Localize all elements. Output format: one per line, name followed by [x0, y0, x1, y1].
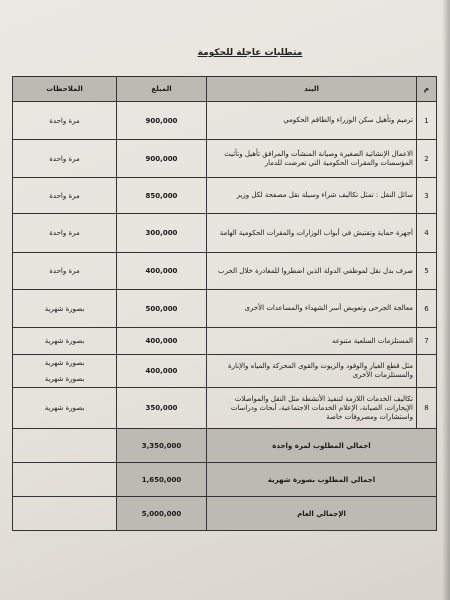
table-row	[13, 102, 437, 140]
row-note-extra: بصورة شهرية	[44, 359, 85, 367]
row-note	[13, 355, 117, 388]
row-item: الاعمال الإنشائية الصغيرة وصيانة المنشآت والمرافق تأهيل وتأثيث المؤسسات والمقرات الحكومية التي تعرضت للدمار	[207, 140, 417, 178]
total-amount: 5,000,000	[117, 497, 207, 531]
table-row	[13, 355, 437, 388]
total-amount: 1,650,000	[117, 463, 207, 497]
row-num: 7	[417, 328, 437, 355]
row-amount: 900,000	[117, 140, 207, 178]
row-item: أجهزة حماية وتفتيش في أبواب الوزارات والمقرات الحكومية الهامة	[207, 214, 417, 253]
row-item: صرف بدل نقل لموظفي الدولة الذين اضطروا للمغادرة خلال الحرب	[207, 253, 417, 290]
row-num: 8	[417, 388, 437, 429]
table-row	[13, 140, 437, 178]
row-note: بصورة شهرية	[13, 290, 117, 328]
row-num: 1	[417, 102, 437, 140]
row-amount: 900,000	[117, 102, 207, 140]
row-num: 2	[417, 140, 437, 178]
row-num: 6	[417, 290, 437, 328]
table-row	[13, 290, 437, 328]
table-header-row	[13, 77, 437, 102]
header-item: البند	[207, 77, 417, 102]
row-amount: 850,000	[117, 178, 207, 214]
row-amount: 350,000	[117, 388, 207, 429]
row-note: مرة واحدة	[13, 214, 117, 253]
header-notes: الملاحظات	[13, 77, 117, 102]
total-blank	[13, 497, 117, 531]
row-item: معالجة الجرحى وتعويض أسر الشهداء والمساعدات الأخرى	[207, 290, 417, 328]
total-row	[13, 429, 437, 463]
total-blank	[13, 429, 117, 463]
table-row	[13, 178, 437, 214]
total-blank	[13, 463, 117, 497]
header-num: م	[417, 77, 437, 102]
total-label: اجمالي المطلوب لمرة واحدة	[207, 429, 437, 463]
row-num: 4	[417, 214, 437, 253]
row-note: مرة واحدة	[13, 253, 117, 290]
total-row	[13, 497, 437, 531]
row-amount: 400,000	[117, 328, 207, 355]
total-label: اجمالي المطلوب بصورة شهرية	[207, 463, 437, 497]
row-amount: 400,000	[117, 253, 207, 290]
row-num	[417, 355, 437, 388]
table-row	[13, 214, 437, 253]
row-amount: 300,000	[117, 214, 207, 253]
row-item: سائل النقل : تمثل تكاليف شراء وسيلة نقل مصفحة لكل وزير	[207, 178, 417, 214]
row-amount: 400,000	[117, 355, 207, 388]
row-note: مرة واحدة	[13, 140, 117, 178]
row-num: 3	[417, 178, 437, 214]
row-item: مثل قطع الغيار والوقود والزيوت والقوى المحركة والمياه والإنارة والمستلزمات الأخرى	[207, 355, 417, 388]
total-amount: 3,350,000	[117, 429, 207, 463]
total-label: الإجمالي العام	[207, 497, 437, 531]
row-note: مرة واحدة	[13, 102, 117, 140]
header-amount: المبلغ	[117, 77, 207, 102]
page-edge-shadow	[442, 0, 450, 600]
table-row	[13, 328, 437, 355]
total-row	[13, 463, 437, 497]
table-row	[13, 253, 437, 290]
row-note: بصورة شهرية	[13, 328, 117, 355]
row-item: ترميم وتأهيل سكن الوزراء والطاقم الحكومي	[207, 102, 417, 140]
row-item: المستلزمات السلعية متنوعه	[207, 328, 417, 355]
row-item: تكاليف الخدمات اللازمة لتنفيذ الأنشطة مثل النقل والمواصلات الإيجارات، الصيانة، الإعلام الخدمات الاجتماعية، أبحاث ودراسات واستشارات ومصروفات خاصة	[207, 388, 417, 429]
page-title: متطلبات عاجلة للحكومة	[197, 48, 303, 58]
table-row	[13, 388, 437, 429]
row-note-text: بصورة شهرية	[44, 375, 85, 383]
row-note: مرة واحدة	[13, 178, 117, 214]
row-amount: 500,000	[117, 290, 207, 328]
row-num: 5	[417, 253, 437, 290]
budget-table	[12, 76, 437, 531]
row-note: بصورة شهرية	[13, 388, 117, 429]
